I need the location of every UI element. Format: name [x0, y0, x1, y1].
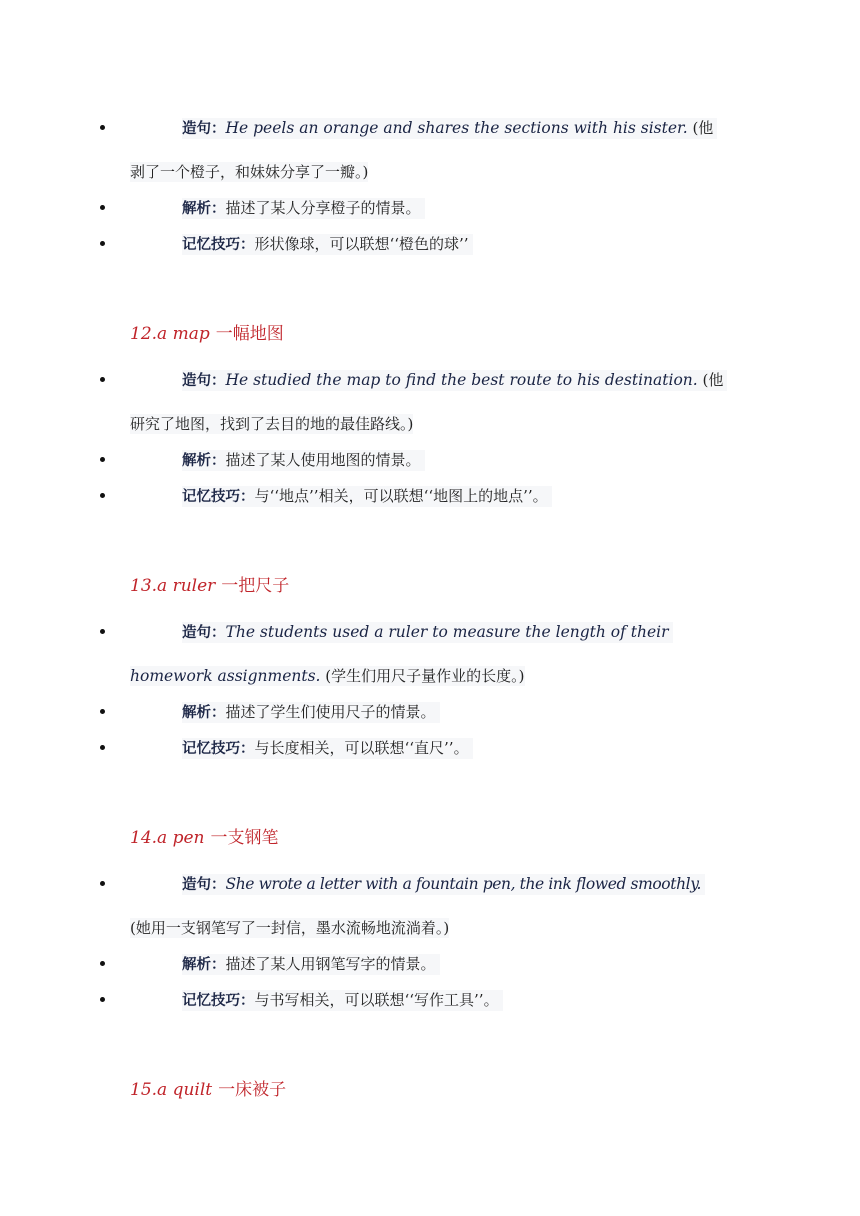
list-item-memory	[0, 738, 860, 768]
bullet-icon	[100, 997, 105, 1002]
sentence-continuation	[0, 666, 860, 696]
list-item-memory	[0, 990, 860, 1020]
entry-heading: 13.a ruler 一把尺子	[130, 576, 290, 596]
memory-text: 记忆技巧：形状像球，可以联想‘‘橙色的球’’	[182, 234, 473, 255]
bullet-icon	[100, 205, 105, 210]
sentence-continuation: 研究了地图，找到了去目的地的最佳路线。)	[130, 415, 414, 433]
bullet-icon	[100, 457, 105, 462]
analysis-text: 解析：描述了某人分享橙子的情景。	[182, 198, 425, 219]
list-item-sentence	[0, 370, 860, 400]
entry-heading: 15.a quilt 一床被子	[130, 1080, 287, 1100]
bullet-icon	[100, 377, 105, 382]
list-item-sentence	[0, 874, 860, 904]
bullet-icon	[100, 125, 105, 130]
bullet-icon	[100, 745, 105, 750]
sentence-continuation-text: homework assignments. (学生们用尺子量作业的长度。)	[130, 667, 525, 685]
list-item-sentence	[0, 118, 860, 148]
entry-heading: 12.a map 一幅地图	[130, 324, 284, 344]
list-item-analysis	[0, 702, 860, 732]
sentence-text: 造句：The students used a ruler to measure the length of their	[182, 622, 673, 643]
sentence-continuation: (她用一支钢笔写了一封信，墨水流畅地流淌着。)	[130, 919, 450, 937]
sentence-continuation: 剥了一个橙子，和妹妹分享了一瓣。)	[130, 163, 369, 181]
sentence-text: 造句：She wrote a letter with a fountain pen, the ink flowed smoothly.	[182, 874, 705, 895]
bullet-icon	[100, 629, 105, 634]
bullet-icon	[100, 709, 105, 714]
bullet-icon	[100, 493, 105, 498]
analysis-text: 解析：描述了某人用钢笔写字的情景。	[182, 954, 440, 975]
sentence-text: 造句：He peels an orange and shares the sections with his sister. (他	[182, 118, 717, 139]
entry-heading: 14.a pen 一支钢笔	[130, 828, 279, 848]
bullet-icon	[100, 241, 105, 246]
list-item-sentence	[0, 622, 860, 652]
list-item-analysis	[0, 954, 860, 984]
sentence-text: 造句：He studied the map to find the best route to his destination. (他	[182, 370, 727, 391]
list-item-analysis	[0, 198, 860, 228]
analysis-text: 解析：描述了学生们使用尺子的情景。	[182, 702, 440, 723]
bullet-icon	[100, 881, 105, 886]
list-item-analysis	[0, 450, 860, 480]
memory-text: 记忆技巧：与长度相关，可以联想‘‘直尺’’。	[182, 738, 473, 759]
bullet-icon	[100, 961, 105, 966]
list-item-memory	[0, 486, 860, 516]
analysis-text: 解析：描述了某人使用地图的情景。	[182, 450, 425, 471]
memory-text: 记忆技巧：与书写相关，可以联想‘‘写作工具’’。	[182, 990, 503, 1011]
list-item-memory	[0, 234, 860, 264]
memory-text: 记忆技巧：与‘‘地点’’相关，可以联想‘‘地图上的地点’’。	[182, 486, 552, 507]
